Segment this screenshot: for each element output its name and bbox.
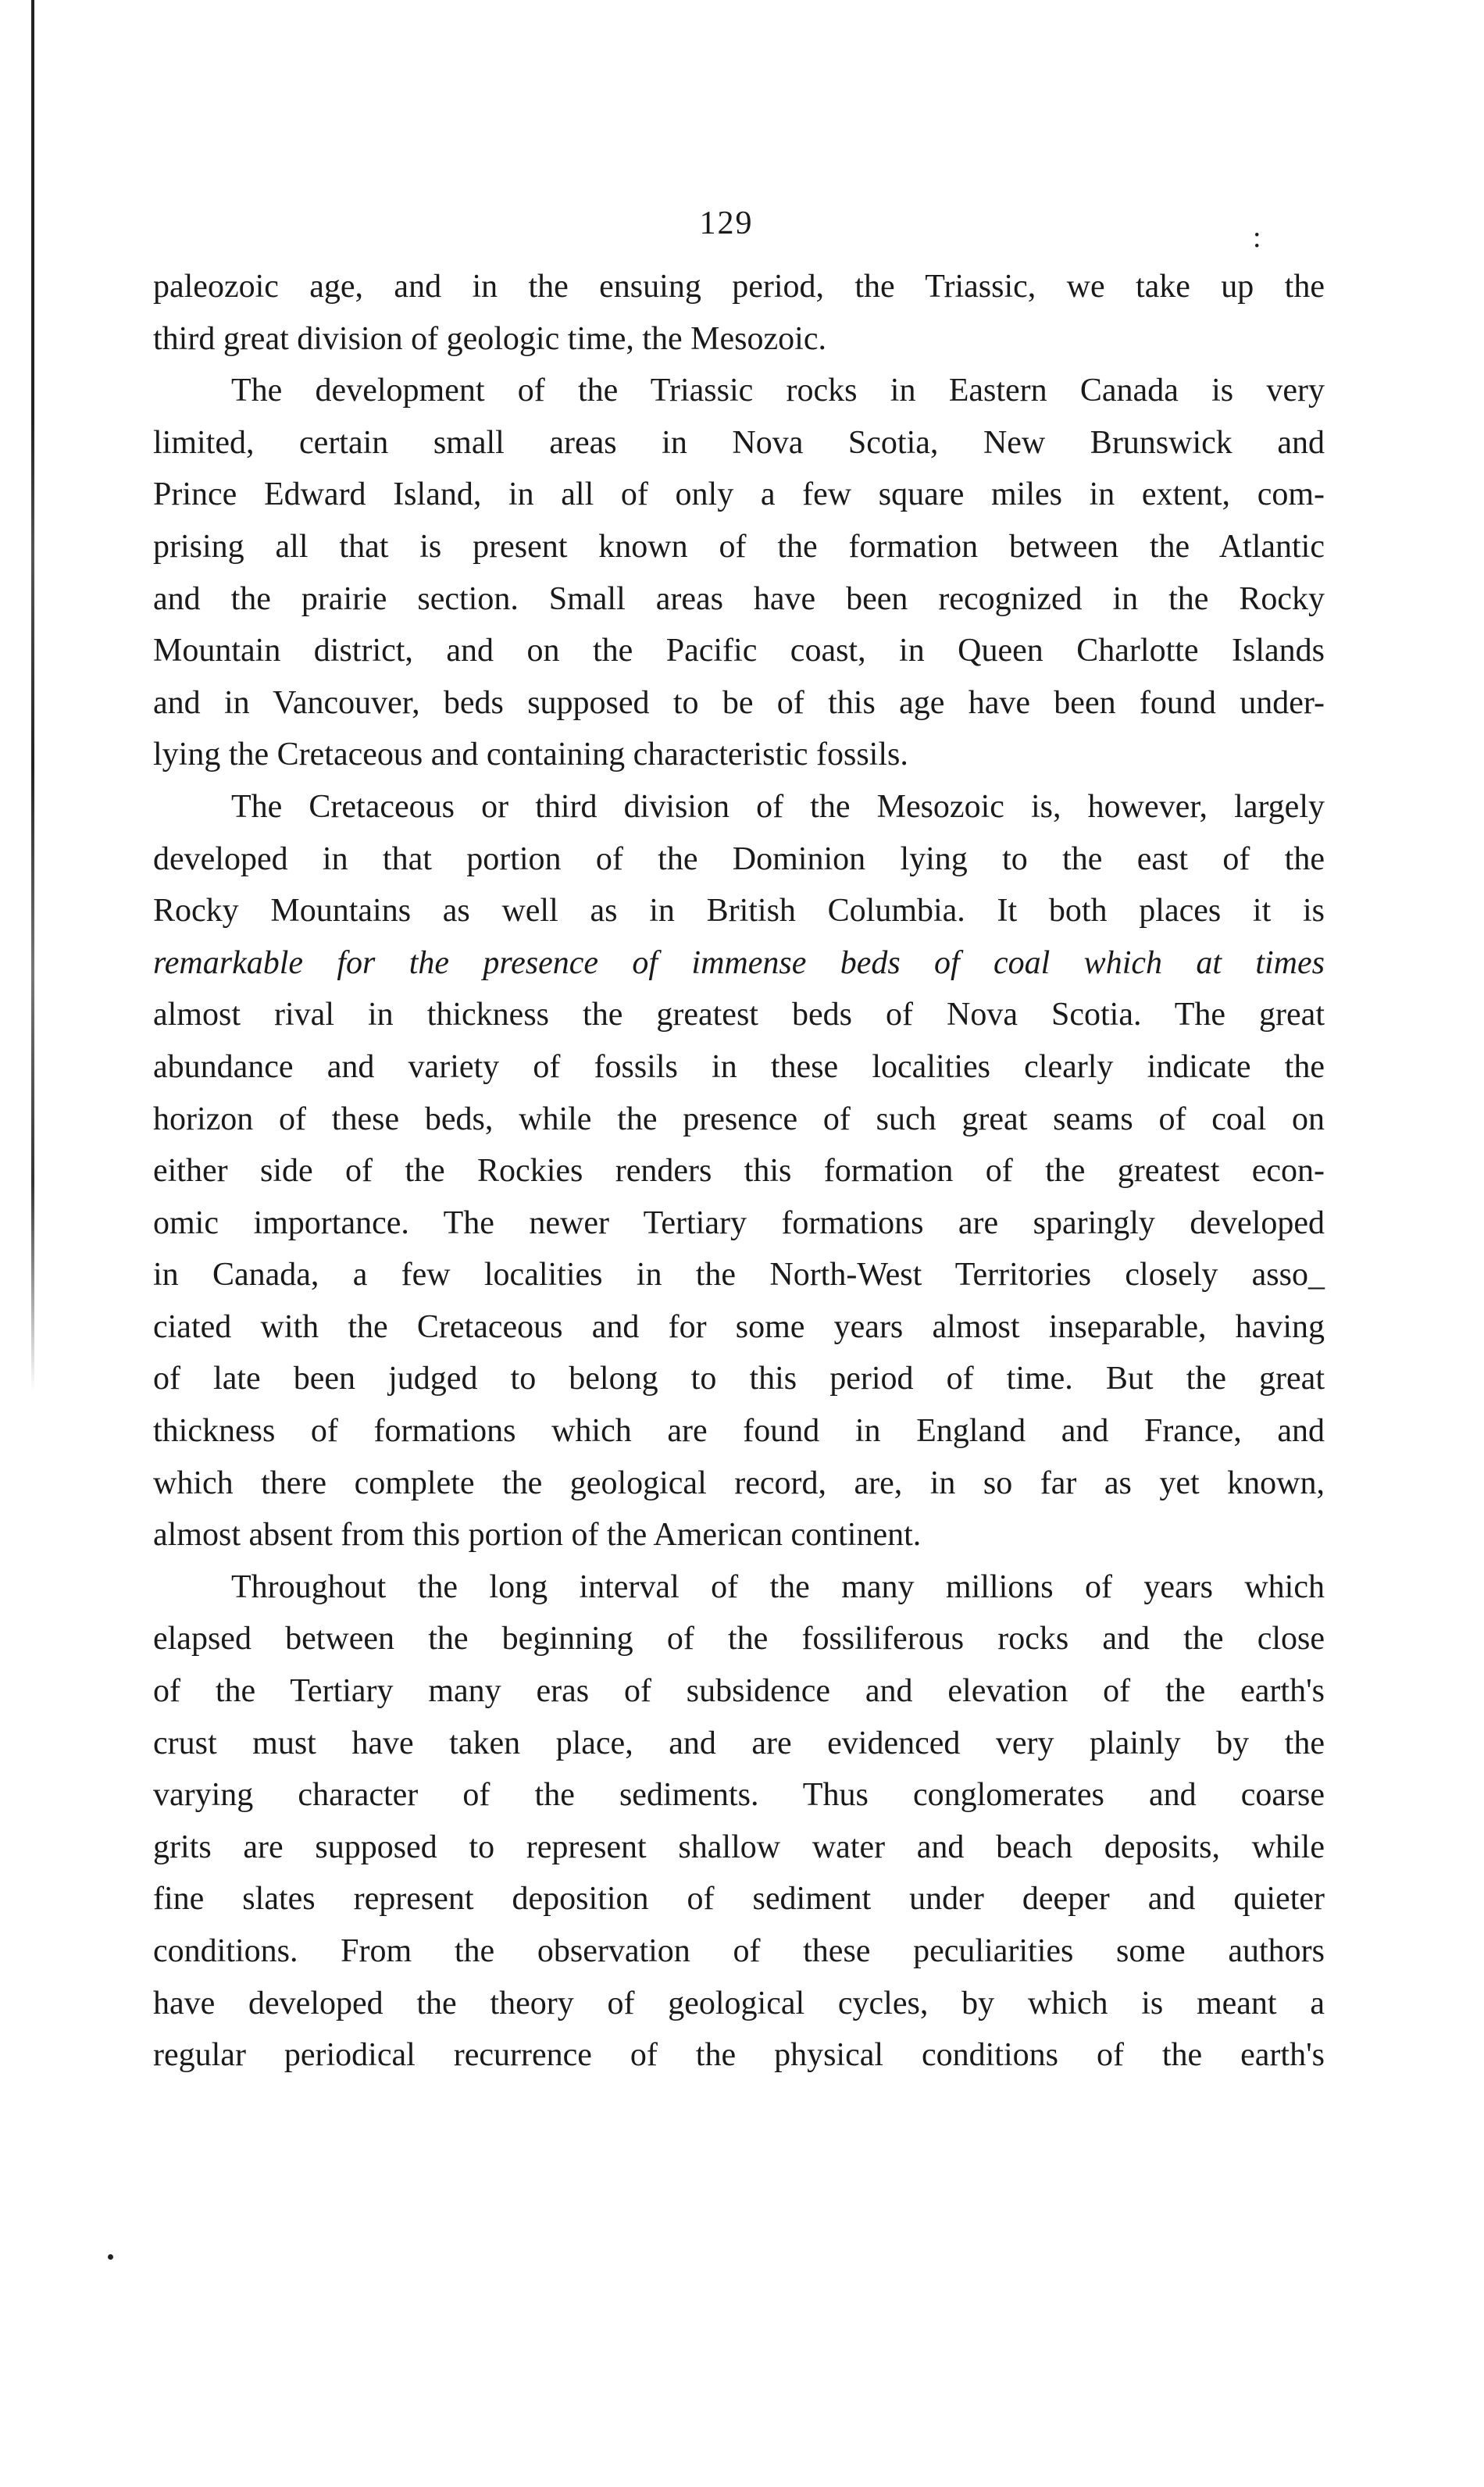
text-line: of late been judged to belong to this period of time. But the great [153, 1361, 1325, 1397]
text-line: Rocky Mountains as well as in British Columbia. It both places it is [153, 893, 1325, 930]
text-line: and the prairie section. Small areas have been recognized in the Rocky [153, 580, 1325, 617]
paragraph [153, 365, 1325, 781]
text-line: The development of the Triassic rocks in Eastern Canada is very [231, 373, 1325, 409]
text-line: conditions. From the observation of these peculiarities some authors [153, 1933, 1325, 1969]
text-line: ciated with the Cretaceous and for some years almost inseparable, having [153, 1308, 1325, 1345]
text-line: paleozoic age, and in the ensuing period, the Triassic, we take up the [153, 269, 1325, 305]
text-line: abundance and variety of fossils in these localities clearly indicate the [153, 1048, 1325, 1085]
text-line: of the Tertiary many eras of subsidence and elevation of the earth's [153, 1673, 1325, 1710]
page-number: 129 [699, 205, 754, 241]
text-line: remarkable for the presence of immense beds of coal which at times [153, 944, 1325, 981]
text-line: developed in that portion of the Dominion lying to the east of the [153, 840, 1325, 877]
text-line: fine slates represent deposition of sediment under deeper and quieter [153, 1881, 1325, 1918]
text-line: regular periodical recurrence of the physical conditions of the earth's [153, 2037, 1325, 2074]
text-line: omic importance. The newer Tertiary formations are sparingly developed [153, 1204, 1325, 1241]
text-line: which there complete the geological record, are, in so far as yet known, [153, 1465, 1325, 1501]
text-line: and in Vancouver, beds supposed to be of this age have been found under- [153, 684, 1325, 721]
text-line: in Canada, a few localities in the North-West Territories closely asso_ [153, 1257, 1325, 1293]
text-line: Prince Edward Island, in all of only a few square miles in extent, com- [153, 476, 1325, 513]
paragraph [153, 1561, 1325, 2082]
text-line: almost rival in thickness the greatest beds of Nova Scotia. The great [153, 997, 1325, 1033]
text-line: crust must have taken place, and are evidenced very plainly by the [153, 1725, 1325, 1761]
text-line: third great division of geologic time, the Mesozoic. [153, 320, 826, 357]
text-line: Mountain district, and on the Pacific coast, in Queen Charlotte Islands [153, 633, 1325, 669]
text-line: lying the Cretaceous and containing characteristic fossils. [153, 737, 908, 773]
text-line: thickness of formations which are found in England and France, and [153, 1413, 1325, 1450]
text-line: varying character of the sediments. Thus conglomerates and coarse [153, 1777, 1325, 1814]
text-line: grits are supposed to represent shallow water and beach deposits, while [153, 1829, 1325, 1865]
text-line: either side of the Rockies renders this formation of the greatest econ- [153, 1153, 1325, 1190]
text-line: horizon of these beds, while the presence of such great seams of coal on [153, 1101, 1325, 1137]
text-line: Throughout the long interval of the many millions of years which [231, 1568, 1325, 1605]
text-line: elapsed between the beginning of the fossiliferous rocks and the close [153, 1621, 1325, 1657]
paragraph [153, 261, 1325, 365]
text-line: have developed the theory of geological cycles, by which is meant a [153, 1985, 1325, 2021]
body-text [153, 261, 1325, 2082]
text-line: prising all that is present known of the formation between the Atlantic [153, 528, 1325, 565]
paragraph [153, 781, 1325, 1561]
margin-mark: : [1253, 221, 1261, 254]
text-line: almost absent from this portion of the American continent. [153, 1517, 922, 1554]
scan-speck [108, 2254, 113, 2260]
text-line: The Cretaceous or third division of the Mesozoic is, however, largely [231, 788, 1325, 825]
text-line: limited, certain small areas in Nova Scotia, New Brunswick and [153, 424, 1325, 461]
